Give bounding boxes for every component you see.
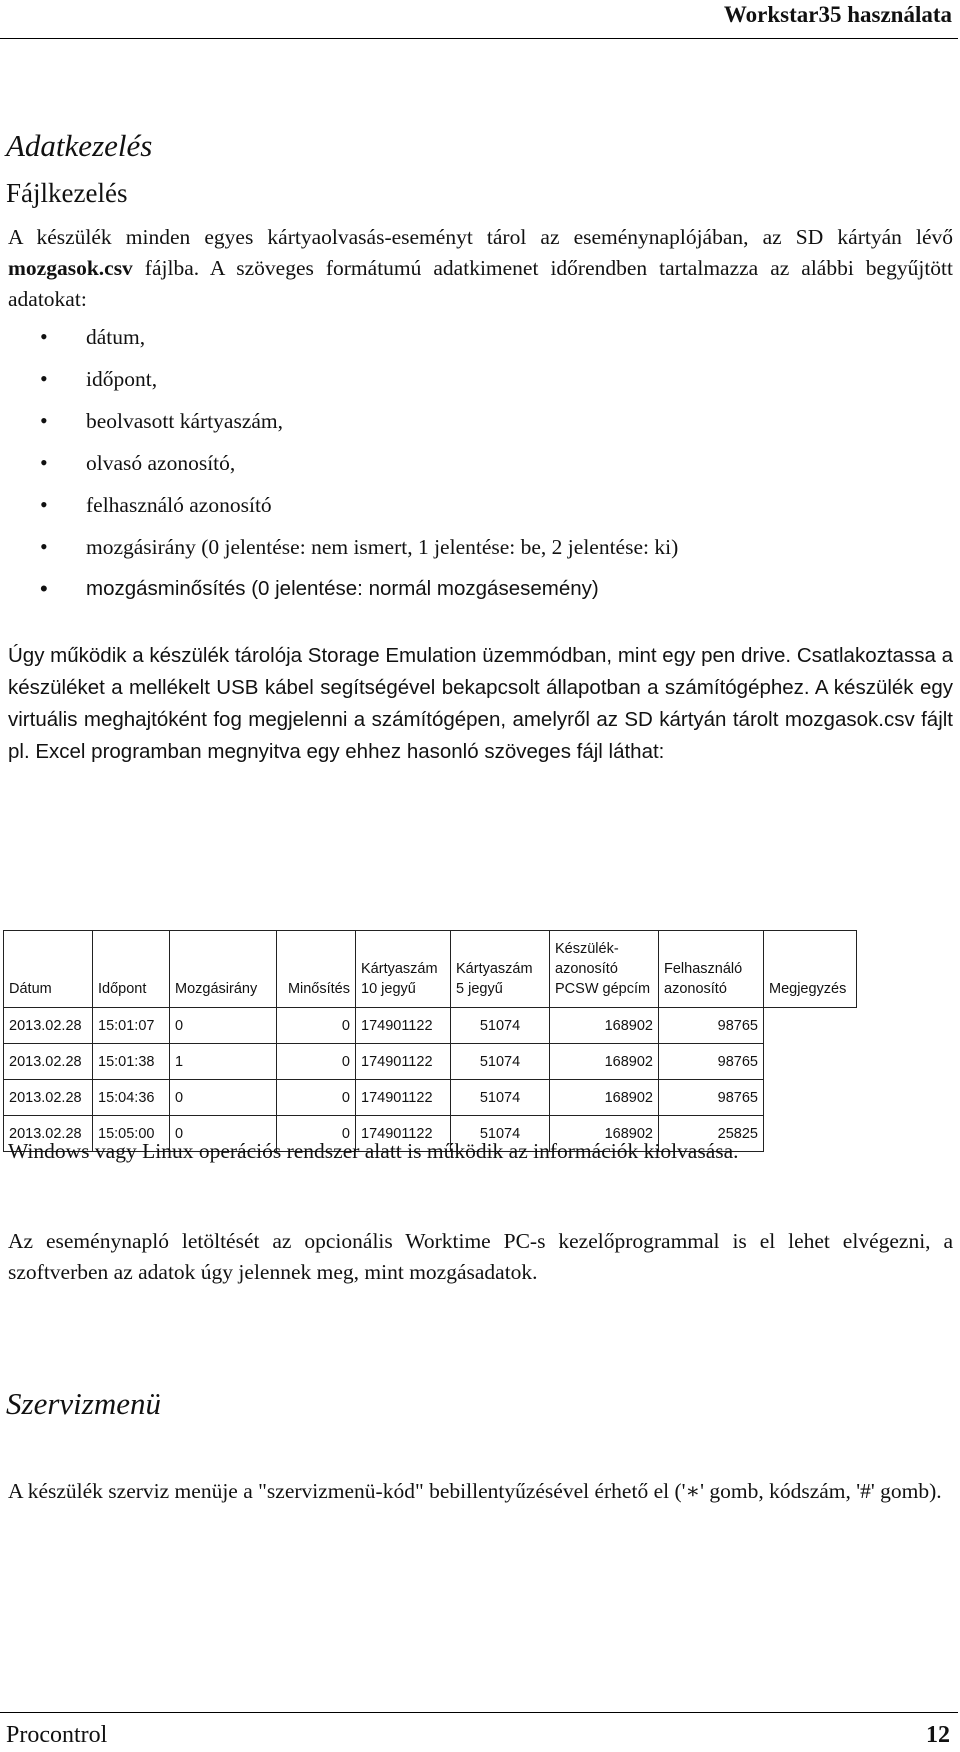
list-item: • felhasználó azonosító: [40, 484, 678, 526]
service-menu-paragraph: [8, 1476, 953, 1507]
header-cell-minosites: [277, 931, 356, 1008]
cell-date: 2013.02.28: [4, 1044, 93, 1080]
os-note: [8, 1136, 953, 1167]
service-menu-text: A készülék szerviz menüje a "szervizmenü-kód" bebillentyűzésével érhető el ('∗' gomb, kódszám, '#' gomb).: [8, 1479, 942, 1503]
table-row: [4, 1008, 857, 1044]
storage-paragraph: [8, 640, 953, 768]
header-rule: [0, 38, 958, 39]
section-heading-adatkezeles: Adatkezelés: [6, 128, 153, 163]
cell-rating: 0: [277, 1008, 356, 1044]
cell-device-id: 168902: [550, 1044, 659, 1080]
list-item: • mozgásirány (0 jelentése: nem ismert, 1 jelentése: be, 2 jelentése: ki): [40, 526, 678, 568]
cell-device-id: 168902: [550, 1008, 659, 1044]
cell-date: 2013.02.28: [4, 1116, 93, 1152]
header-text: 5 jegyű: [456, 981, 503, 997]
list-item: • beolvasott kártyaszám,: [40, 400, 678, 442]
cell-date: 2013.02.28: [4, 1008, 93, 1044]
cell-note: [764, 1080, 857, 1116]
cell-card-10: 174901122: [356, 1008, 451, 1044]
header-text: Dátum: [9, 981, 52, 997]
header-cell-kartyaszam-10: [356, 931, 451, 1008]
cell-card-5: 51074: [451, 1080, 550, 1116]
header-text: azonosító: [555, 961, 618, 977]
cell-card-10: 174901122: [356, 1116, 451, 1152]
header-text: Kártyaszám: [456, 961, 533, 977]
list-item: • időpont,: [40, 358, 678, 400]
cell-time: 15:05:00: [93, 1116, 170, 1152]
cell-time: 15:01:07: [93, 1008, 170, 1044]
worktime-note-text: Az eseménynapló letöltését az opcionális Worktime PC-s kezelőprogrammal is el lehet elvégezni, a szoftverben az adatok úgy jelennek meg, mint mozgásadatok.: [8, 1229, 953, 1284]
header-cell-datum: [4, 931, 93, 1008]
header-cell-mozgasirany: [170, 931, 277, 1008]
cell-time: 15:01:38: [93, 1044, 170, 1080]
header-text: Megjegyzés: [769, 981, 847, 997]
csv-example-table: [3, 930, 857, 1152]
cell-direction: 0: [170, 1008, 277, 1044]
cell-direction: 1: [170, 1044, 277, 1080]
list-item: • dátum,: [40, 316, 678, 358]
table-row: [4, 1044, 857, 1080]
header-text: Készülék-: [555, 941, 619, 957]
header-text: PCSW gépcím: [555, 981, 651, 997]
cell-direction: 0: [170, 1116, 277, 1152]
cell-device-id: 168902: [550, 1116, 659, 1152]
header-cell-felhasznalo-azonosito: [659, 931, 764, 1008]
header-text: Időpont: [98, 981, 147, 997]
cell-rating: 0: [277, 1116, 356, 1152]
header-cell-megjegyzes: [764, 931, 857, 1008]
cell-card-5: 51074: [451, 1008, 550, 1044]
table-row: [4, 1080, 857, 1116]
intro-paragraph: [8, 222, 953, 315]
os-note-text: Windows vagy Linux operációs rendszer alatt is működik az információk kiolvasása.: [8, 1139, 739, 1163]
intro-text-1: A készülék minden egyes kártyaolvasás-eseményt tárol az eseménynaplójában, az SD kártyán lévő: [8, 225, 953, 249]
cell-card-10: 174901122: [356, 1080, 451, 1116]
footer-company: Procontrol: [6, 1722, 108, 1748]
header-text: Felhasználó: [664, 961, 743, 977]
cell-time: 15:04:36: [93, 1080, 170, 1116]
subheading-fajlkezeles: Fájlkezelés: [6, 178, 128, 208]
intro-text-2: fájlba. A szöveges formátumú adatkimenet időrendben tartalmazza az alábbi begyűjtött adatokat:: [8, 256, 953, 311]
cell-card-10: 174901122: [356, 1044, 451, 1080]
cell-date: 2013.02.28: [4, 1080, 93, 1116]
data-field-list: [40, 316, 678, 610]
cell-user-id: 98765: [659, 1008, 764, 1044]
header-text: Minősítés: [287, 981, 350, 997]
cell-rating: 0: [277, 1080, 356, 1116]
cell-user-id: 25825: [659, 1116, 764, 1152]
header-cell-keszulek-azonosito: [550, 931, 659, 1008]
cell-user-id: 98765: [659, 1044, 764, 1080]
worktime-note: [8, 1226, 953, 1288]
footer-rule: [0, 1712, 958, 1713]
page-header-title: Workstar35 használata: [723, 2, 952, 27]
header-text: 10 jegyű: [361, 981, 416, 997]
page-number: 12: [926, 1722, 950, 1748]
header-text: Mozgásirány: [175, 981, 258, 997]
header-cell-kartyaszam-5: [451, 931, 550, 1008]
header-cell-idopont: [93, 931, 170, 1008]
cell-rating: 0: [277, 1044, 356, 1080]
cell-device-id: 168902: [550, 1080, 659, 1116]
cell-card-5: 51074: [451, 1116, 550, 1152]
cell-card-5: 51074: [451, 1044, 550, 1080]
intro-filename: mozgasok.csv: [8, 256, 133, 280]
cell-note: [764, 1044, 857, 1080]
header-text: Kártyaszám: [361, 961, 438, 977]
header-text: azonosító: [664, 981, 727, 997]
storage-paragraph-text: Úgy működik a készülék tárolója Storage Emulation üzemmódban, mint egy pen drive. Csatlakoztassa a készüléket a mellékelt USB kábel segítségével bekapcsolt állapotban a számítógéphez. A készülék egy virtuális meghajtóként fog megjelenni a számítógépen, amelyről az SD kártyán tárolt mozgasok.csv fájlt pl. Excel programban megnyitva egy ehhez hasonló szöveges fájl láthat:: [8, 644, 953, 763]
section-heading-szervizmenu: Szervizmenü: [6, 1386, 161, 1421]
cell-note: [764, 1008, 857, 1044]
cell-user-id: 98765: [659, 1080, 764, 1116]
list-item: • mozgásminősítés (0 jelentése: normál mozgásesemény): [40, 568, 678, 610]
list-item: • olvasó azonosító,: [40, 442, 678, 484]
table-header-row: [4, 931, 857, 1008]
cell-direction: 0: [170, 1080, 277, 1116]
